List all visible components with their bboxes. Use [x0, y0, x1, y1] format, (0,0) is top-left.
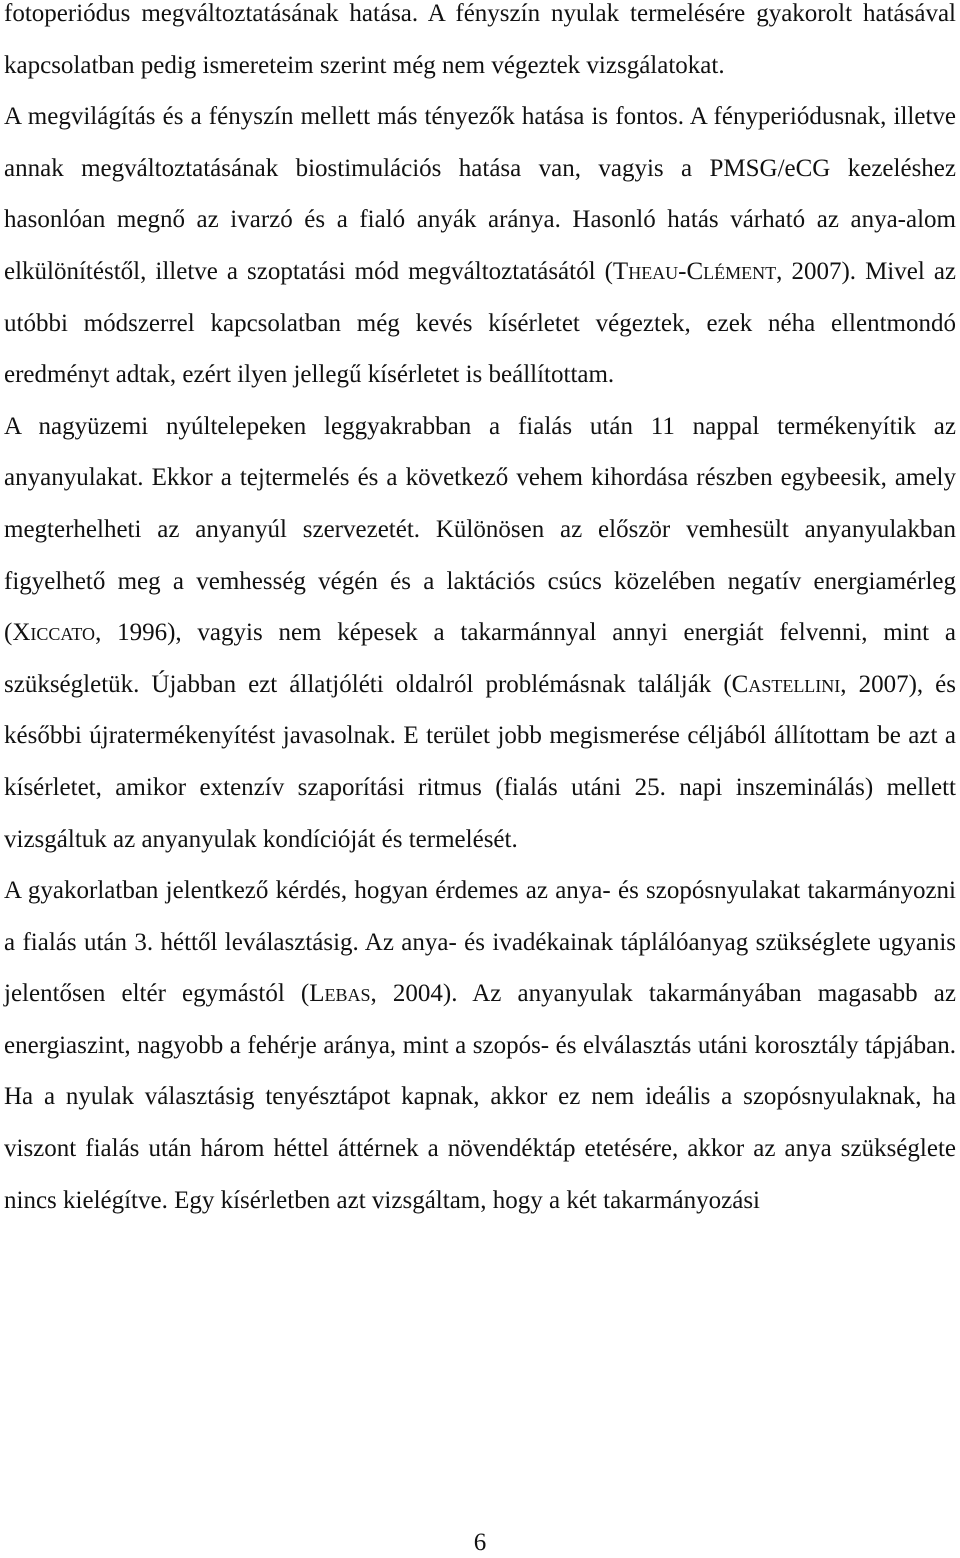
paragraph	[4, 865, 956, 1226]
document-page	[4, 0, 956, 1226]
paragraph	[4, 401, 956, 865]
paragraph-text: A megvilágítás és a fényszín mellett más tényezők hatása is fontos. A fényperiódusnak, illetve annak megváltoztatásának biostimulációs hatása van, vagyis a PMSG/eCG kezeléshez hasonlóan megnő az ivarzó és a fialó anyák aránya. Hasonló hatás várható az anya-alom elkülönítéstől, illetve a szoptatási mód megváltoztatásától (	[4, 103, 956, 285]
paragraph-text: , 2004). Az anyanyulak takarmányában magasabb az energiaszint, nagyobb a fehérje aránya, mint a szopós- és elválasztás utáni korosztály tápjában. Ha a nyulak választásig tenyésztápot kapnak, akkor ez nem ideális a szopósnyulaknak, ha viszont fialás után három héttel áttérnek a növendéktáp etetésére, akkor az anya szükséglete nincs kielégítve. Egy kísérletben azt vizsgáltam, hogy a két takarmányozási	[4, 980, 956, 1214]
author-citation: Theau-Clément	[612, 257, 777, 285]
author-citation: Lebas	[309, 980, 371, 1008]
paragraph-text: fotoperiódus megváltoztatásának hatása. A fényszín nyulak termelésére gyakorolt hatásával kapcsolatban pedig ismereteim szerint még nem végeztek vizsgálatokat.	[4, 0, 956, 79]
paragraph-text: , 1996), vagyis nem képesek a takarmánnyal annyi energiát felvenni, mint a szükségletük. Újabban ezt állatjóléti oldalról problémásnak találják (	[4, 619, 956, 698]
author-citation: Castellini	[731, 670, 841, 698]
paragraph-text: A nagyüzemi nyúltelepeken leggyakrabban a fialás után 11 nappal termékenyítik az anyanyulakat. Ekkor a tejtermelés és a következő vehem kihordása részben egybeesik, amely megterhelheti az anyanyúl szervezetét. Különösen az először vemhesült anyanyulakban figyelhető meg a vemhesség végén és a laktációs csúcs közelében negatív energiamérleg (	[4, 412, 956, 647]
paragraph	[4, 91, 956, 401]
paragraph-text: , 2007), és későbbi újratermékenyítést javasolnak. E terület jobb megismerése céljából állítottam be azt a kísérletet, amikor extenzív szaporítási ritmus (fialás utáni 25. napi inszeminálás) mellett vizsgáltuk az anyanyulak kondícióját és termelését.	[4, 670, 956, 853]
author-citation: Xiccato	[12, 619, 96, 647]
paragraph-text: A gyakorlatban jelentkező kérdés, hogyan érdemes az anya- és szopósnyulakat takarmányozni a fialás után 3. héttől leválasztásig. Az anya- és ivadékainak táplálóanyag szükséglete ugyanis jelentősen eltér egymástól (	[4, 877, 956, 1008]
paragraph-text: , 2007). Mivel az utóbbi módszerrel kapcsolatban még kevés kísérletet végeztek, ezek néha ellentmondó eredményt adtak, ezért ilyen jellegű kísérletet is beállítottam.	[4, 257, 957, 389]
page-number: 6	[473, 1529, 487, 1556]
paragraph	[4, 0, 956, 91]
